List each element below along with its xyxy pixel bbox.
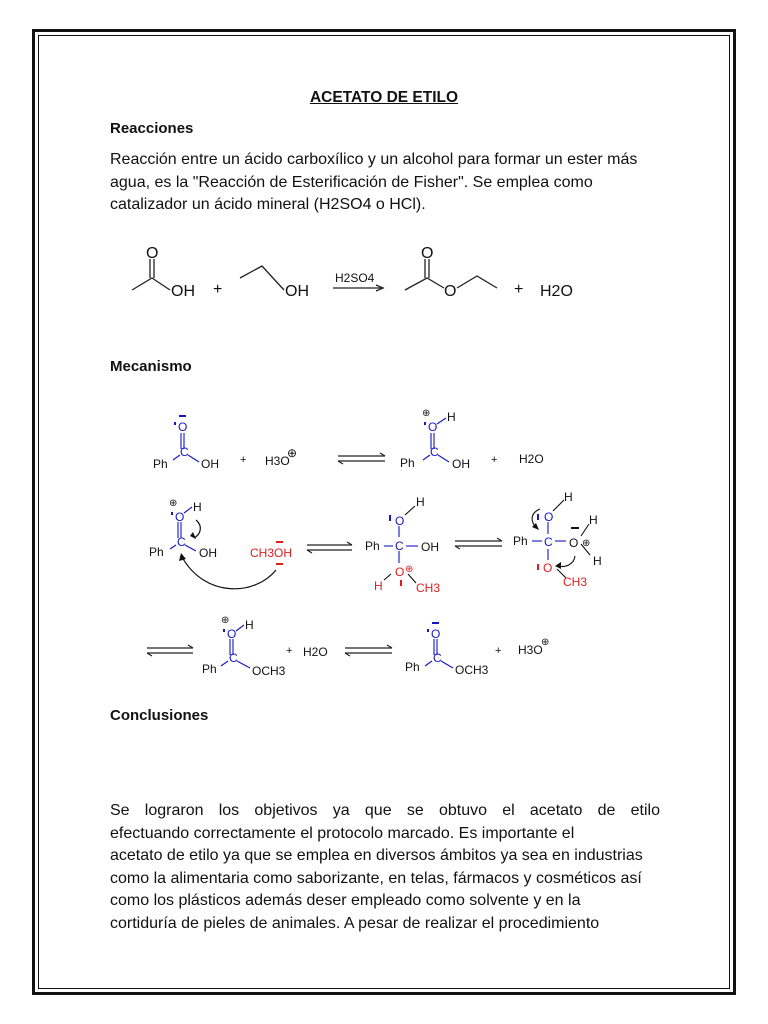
mech-c: C <box>544 535 553 549</box>
mech-o: O <box>395 565 405 579</box>
charge-plus: ⊕ <box>169 498 178 509</box>
methanol: CH3OH <box>250 546 293 560</box>
water: H2O <box>303 645 328 659</box>
mech-h: H <box>593 554 602 568</box>
plus-sign: + <box>213 281 223 298</box>
mech-o: O <box>175 510 185 524</box>
mech-h: H <box>564 490 573 504</box>
section-heading-reacciones: Reacciones <box>110 120 194 137</box>
mech-h: H <box>193 500 202 514</box>
mech-h: H <box>374 579 383 593</box>
charge-plus: ⊕ <box>422 408 431 419</box>
ester-o: O <box>444 283 457 300</box>
water-product: H2O <box>540 283 573 300</box>
hydronium: H3O <box>518 643 543 657</box>
mech-o: O <box>431 627 441 641</box>
intro-paragraph: Reacción entre un ácido carboxílico y un alcohol para formar un ester más agua, es la "Reacción de Esterificación de Fisher". Se emplea como catalizador un ácido mineral (H2SO4 o HCl). <box>110 151 638 213</box>
hydronium: H3O <box>265 454 290 468</box>
mech-o: O <box>428 420 438 434</box>
acid-carbonyl-o: O <box>146 245 159 262</box>
charge-plus: ⊕ <box>287 446 298 460</box>
conclusion-line: como los plásticos además deser empleado como solvente y en la <box>110 892 581 909</box>
mech-c: C <box>229 651 238 665</box>
mech-ph: Ph <box>405 660 420 674</box>
charge-plus: ⊕ <box>541 637 550 648</box>
acid-oh: OH <box>171 283 195 300</box>
section-heading-conclusiones: Conclusiones <box>110 707 209 724</box>
charge-plus: ⊕ <box>221 615 230 626</box>
mech-o: O <box>543 561 553 575</box>
charge-plus: ⊕ <box>582 538 591 549</box>
mech-h: H <box>245 618 254 632</box>
methyl: CH3 <box>416 581 441 595</box>
conclusion-line: efectuando correctamente el protocolo marcado. Es importante el <box>110 824 575 842</box>
mech-h: H <box>589 513 598 527</box>
plus-sign: + <box>514 281 524 298</box>
mech-o: O <box>395 514 405 528</box>
plus-sign: + <box>495 645 502 657</box>
mech-ph: Ph <box>400 456 415 470</box>
plus-sign: + <box>240 454 247 466</box>
mech-h: H <box>416 495 425 509</box>
mech-c: C <box>430 445 439 459</box>
mech-o: O <box>227 627 237 641</box>
mech-o: O <box>569 536 579 550</box>
conclusion-paragraph <box>110 800 660 935</box>
section-heading-mecanismo: Mecanismo <box>110 358 192 375</box>
plus-sign: + <box>286 645 293 657</box>
ethanol-oh: OH <box>285 283 309 300</box>
methyl: CH3 <box>563 575 588 589</box>
conclusion-line: acetato de etilo ya que se emplea en diversos ámbitos ya sea en industrias <box>110 847 643 864</box>
conclusion-line: Se lograron los objetivos ya que se obtuvo el acetato de etilo <box>110 802 660 819</box>
catalyst-label: H2SO4 <box>335 271 375 285</box>
conclusion-line: como la alimentaria como saborizante, en telas, fármacos y cosméticos así <box>110 869 642 887</box>
mech-o: O <box>544 510 554 524</box>
mech-ph: Ph <box>153 457 168 471</box>
mech-ph: Ph <box>202 662 217 676</box>
mech-ph: Ph <box>365 539 380 553</box>
page-title: ACETATO DE ETILO <box>309 89 459 106</box>
mech-c: C <box>180 445 189 459</box>
mech-oh: OH <box>201 457 219 471</box>
mech-c: C <box>177 535 186 549</box>
methoxy: OCH3 <box>252 664 286 678</box>
mech-ph: Ph <box>513 534 528 548</box>
mech-c: C <box>433 651 442 665</box>
mech-o: O <box>178 420 188 434</box>
mech-ph: Ph <box>149 545 164 559</box>
charge-plus: ⊕ <box>405 564 414 575</box>
methoxy: OCH3 <box>455 663 489 677</box>
mech-oh: OH <box>452 457 470 471</box>
conclusion-line: cortiduría de pieles de animales. A pesar de realizar el procedimiento <box>110 914 600 932</box>
water: H2O <box>519 452 544 466</box>
plus-sign: + <box>491 454 498 466</box>
mech-h: H <box>447 410 456 424</box>
mech-c: C <box>395 539 404 553</box>
mech-oh: OH <box>421 540 439 554</box>
mech-oh: OH <box>199 546 217 560</box>
ester-carbonyl-o: O <box>421 245 434 262</box>
